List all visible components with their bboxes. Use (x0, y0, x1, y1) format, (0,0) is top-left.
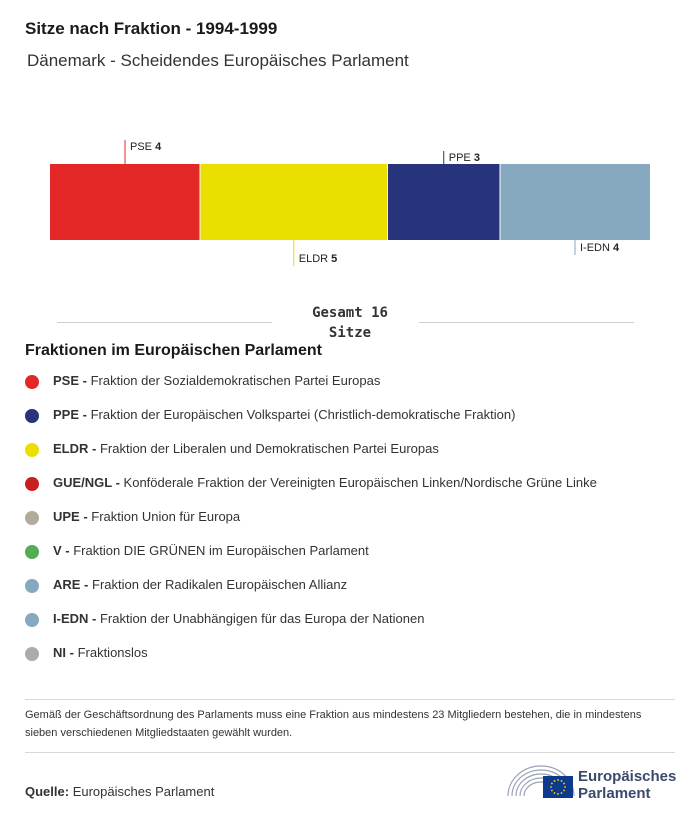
legend-label (53, 507, 240, 527)
segment-label-name: PSE (130, 141, 156, 153)
seat-bar-chart (0, 130, 700, 275)
legend-description: Fraktion der Radikalen Europäischen Allianz (88, 577, 348, 592)
legend-abbr: ARE - (53, 577, 89, 592)
bar-segment-eldr (200, 164, 388, 240)
legend-item (25, 541, 597, 575)
legend-dot-icon (25, 613, 39, 627)
legend-item (25, 507, 597, 541)
segment-label-i-edn (580, 242, 620, 254)
logo-line1: Europäisches (578, 768, 677, 785)
legend-label (53, 405, 515, 425)
total-seats-line2: Sitze (328, 325, 372, 341)
legend-item (25, 575, 597, 609)
flag-star-icon (554, 792, 556, 794)
legend-abbr: I-EDN - (53, 611, 97, 626)
source-line (25, 784, 214, 799)
legend-abbr: ELDR - (53, 441, 97, 456)
source-label: Quelle: (25, 784, 70, 799)
legend-heading: Fraktionen im Europäischen Parlament (25, 342, 322, 359)
source-value: Europäisches Parlament (72, 784, 215, 799)
footnote: Gemäß der Geschäftsordnung des Parlaments muss eine Fraktion aus mindestens 23 Mitgliedern bestehen, die in mindestens sieben verschiedenen Mitgliedstaaten gewählt wurden. (25, 709, 642, 739)
legend-label (53, 609, 424, 629)
legend-abbr: GUE/NGL - (53, 475, 120, 490)
legend-abbr: PSE - (53, 373, 87, 388)
legend-description: Fraktion Union für Europa (87, 509, 241, 524)
legend-dot-icon (25, 579, 39, 593)
note-divider-bottom (25, 752, 675, 753)
total-seats-label (300, 303, 400, 343)
chart-subtitle: Dänemark - Scheidendes Europäisches Parlament (27, 51, 409, 70)
legend-label (53, 371, 380, 391)
legend-abbr: PPE - (53, 407, 87, 422)
legend-description: Fraktion der Sozialdemokratischen Partei Europas (86, 373, 381, 388)
legend-item (25, 405, 597, 439)
flag-star-icon (564, 786, 566, 788)
legend-abbr: V - (53, 543, 70, 558)
segment-label-value: 5 (331, 253, 338, 265)
total-rule-right (419, 322, 634, 323)
legend-item (25, 643, 597, 677)
flag-star-icon (551, 783, 553, 785)
european-parliament-logo (506, 762, 681, 802)
legend-label (53, 541, 369, 561)
flag-star-icon (550, 786, 552, 788)
flag-star-icon (557, 779, 559, 781)
legend-description: Fraktion der Europäischen Volkspartei (Christlich-demokratische Fraktion) (86, 407, 516, 422)
legend-item (25, 439, 597, 473)
legend-dot-icon (25, 545, 39, 559)
chart-title: Sitze nach Fraktion - 1994-1999 (25, 19, 278, 38)
legend-item (25, 609, 597, 643)
bar-segment-ppe (388, 164, 501, 240)
legend-item (25, 473, 597, 507)
flag-star-icon (561, 780, 563, 782)
legend-dot-icon (25, 647, 39, 661)
flag-star-icon (551, 790, 553, 792)
bar-segment-pse (50, 164, 200, 240)
legend-description: Fraktionslos (73, 645, 148, 660)
legend-abbr: UPE - (53, 509, 88, 524)
flag-star-icon (563, 790, 565, 792)
logo-line2: Parlament (578, 785, 651, 802)
segment-label-eldr (299, 253, 338, 265)
flag-star-icon (557, 793, 559, 795)
total-rule-left (57, 322, 272, 323)
segment-label-name: I-EDN (580, 242, 613, 254)
legend-list (25, 371, 597, 677)
legend-dot-icon (25, 409, 39, 423)
legend-label (53, 439, 439, 459)
legend-description: Fraktion DIE GRÜNEN im Europäischen Parlament (69, 543, 369, 558)
bar-segment-i-edn (500, 164, 650, 240)
segment-label-value: 3 (473, 152, 480, 164)
legend-description: Konföderale Fraktion der Vereinigten Europäischen Linken/Nordische Grüne Linke (119, 475, 597, 490)
segment-label-pse (130, 141, 162, 153)
legend-item (25, 371, 597, 405)
segment-label-name: PPE (448, 152, 474, 164)
flag-star-icon (561, 792, 563, 794)
segment-label-value: 4 (155, 141, 162, 153)
european-parliament-hemicycle-icon (506, 762, 576, 802)
legend-abbr: NI - (53, 645, 74, 660)
segment-label-name: ELDR (298, 253, 332, 265)
flag-star-icon (554, 780, 556, 782)
segment-label-ppe (449, 152, 480, 164)
legend-dot-icon (25, 443, 39, 457)
legend-dot-icon (25, 511, 39, 525)
total-seats-line1: Gesamt 16 (312, 305, 388, 321)
logo-text (578, 768, 676, 802)
legend-dot-icon (25, 477, 39, 491)
legend-label (53, 575, 347, 595)
legend-label (53, 643, 148, 663)
legend-dot-icon (25, 375, 39, 389)
segment-label-value: 4 (613, 242, 620, 254)
flag-star-icon (563, 783, 565, 785)
legend-description: Fraktion der Unabhängigen für das Europa der Nationen (96, 611, 425, 626)
legend-label (53, 473, 597, 493)
note-divider-top (25, 699, 675, 700)
legend-description: Fraktion der Liberalen und Demokratischen Partei Europas (96, 441, 439, 456)
